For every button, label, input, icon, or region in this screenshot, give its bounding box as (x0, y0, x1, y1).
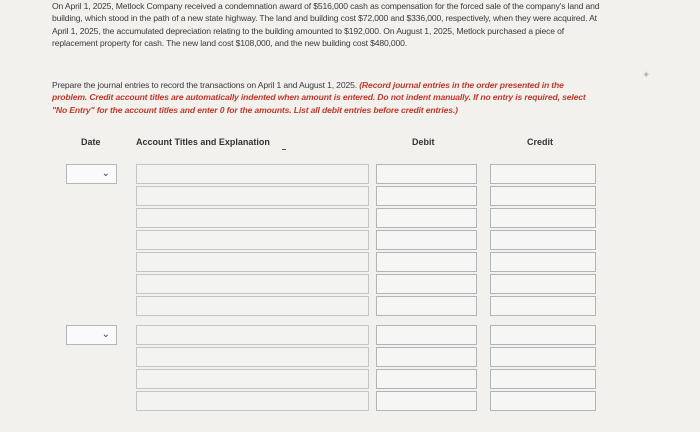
date-select-entry-2[interactable] (66, 325, 117, 345)
debit-input-e1-r1[interactable] (376, 164, 477, 184)
chevron-down-icon: ⌄ (101, 168, 110, 179)
debit-input-e2-r3[interactable] (376, 369, 477, 389)
account-title-input-e1-r1[interactable] (136, 164, 369, 184)
account-title-input-e2-r2[interactable] (136, 347, 369, 367)
debit-input-e1-r3[interactable] (376, 208, 477, 228)
credit-input-e2-r1[interactable] (490, 325, 596, 345)
credit-input-e1-r3[interactable] (490, 208, 596, 228)
credit-input-e1-r7[interactable] (490, 296, 596, 316)
chevron-down-icon: ⌄ (101, 329, 110, 340)
account-title-input-e2-r1[interactable] (136, 325, 369, 345)
account-title-input-e1-r7[interactable] (136, 296, 369, 316)
debit-input-e1-r2[interactable] (376, 186, 477, 206)
account-title-input-e1-r3[interactable] (136, 208, 369, 228)
debit-input-e1-r5[interactable] (376, 252, 477, 272)
debit-input-e1-r4[interactable] (376, 230, 477, 250)
credit-input-e2-r4[interactable] (490, 391, 596, 411)
debit-input-e1-r7[interactable] (376, 296, 477, 316)
account-title-input-e2-r3[interactable] (136, 369, 369, 389)
credit-input-e1-r4[interactable] (490, 230, 596, 250)
date-select-entry-1[interactable] (66, 164, 117, 184)
header-credit: Credit (527, 137, 554, 147)
account-title-input-e2-r4[interactable] (136, 391, 369, 411)
credit-input-e1-r1[interactable] (490, 164, 596, 184)
header-account-titles: Account Titles and Explanation (136, 137, 270, 147)
account-title-input-e1-r6[interactable] (136, 274, 369, 294)
instructions-note: (Record journal entries in the order presented in the problem. Credit account titles are automatically indented when amount is entered. Do not indent manually. If no entry is required, select "No Entry" for the account titles and enter 0 for the amounts. List all debit entries before credit entries.) (52, 80, 586, 115)
debit-input-e2-r2[interactable] (376, 347, 477, 367)
credit-input-e2-r2[interactable] (490, 347, 596, 367)
scroll-marker-icon: ✦ (642, 70, 651, 81)
instructions-lead: Prepare the journal entries to record the transactions on April 1 and August 1, 2025. (52, 80, 360, 90)
account-title-input-e1-r4[interactable] (136, 230, 369, 250)
header-debit: Debit (412, 137, 435, 147)
debit-input-e1-r6[interactable] (376, 274, 477, 294)
credit-input-e1-r2[interactable] (490, 186, 596, 206)
credit-input-e2-r3[interactable] (490, 369, 596, 389)
problem-text: On April 1, 2025, Metlock Company received a condemnation award of $516,000 cash as compensation for the forced sale of the company's land and building, which stood in the path of a new state highway. The land and building cost $72,000 and $336,000, respectively, when they were acquired. At April 1, 2025, the accumulated depreciation relating to the building amounted to $192,000. On August 1, 2025, Metlock purchased a piece of replacement property for cash. The new land cost $108,000, and the new building cost $480,000. (52, 1, 600, 49)
credit-input-e1-r6[interactable] (490, 274, 596, 294)
debit-input-e2-r4[interactable] (376, 391, 477, 411)
account-title-input-e1-r5[interactable] (136, 252, 369, 272)
debit-input-e2-r1[interactable] (376, 325, 477, 345)
header-date: Date (81, 137, 101, 147)
credit-input-e1-r5[interactable] (490, 252, 596, 272)
account-title-input-e1-r2[interactable] (136, 186, 369, 206)
